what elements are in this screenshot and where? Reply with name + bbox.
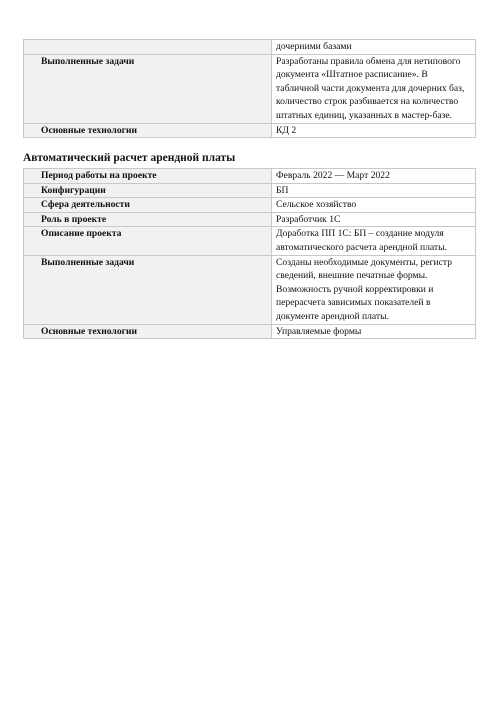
- table-row: [24, 255, 476, 324]
- table-row: [24, 324, 476, 339]
- row-value: Доработка ПП 1С: БП – создание модуля автоматического расчета арендной платы.: [272, 227, 476, 255]
- table-row: [24, 183, 476, 198]
- project-table: [23, 168, 476, 339]
- row-label: Выполненные задачи: [24, 255, 272, 324]
- row-label: Описание проекта: [24, 227, 272, 255]
- row-label: Основные технологии: [24, 123, 272, 138]
- table-row: [24, 212, 476, 227]
- row-label: [24, 40, 272, 55]
- table-row: [24, 40, 476, 55]
- row-value: дочерними базами: [272, 40, 476, 55]
- section-heading: Автоматический расчет арендной платы: [23, 152, 236, 164]
- row-value: Разработаны правила обмена для нетипового документа «Штатное расписание». В табличной части документа для дочерних баз, количество строк разбивается на количество штатных единиц, указанных в мастер-базе.: [272, 54, 476, 123]
- table-row: [24, 54, 476, 123]
- row-label: Сфера деятельности: [24, 198, 272, 213]
- row-value: КД 2: [272, 123, 476, 138]
- row-label: Основные технологии: [24, 324, 272, 339]
- row-label: Конфигурации: [24, 183, 272, 198]
- table-row: [24, 198, 476, 213]
- row-value: БП: [272, 183, 476, 198]
- row-value: Управляемые формы: [272, 324, 476, 339]
- row-value: Сельское хозяйство: [272, 198, 476, 213]
- row-value: Разработчик 1С: [272, 212, 476, 227]
- table-row: [24, 123, 476, 138]
- row-label: Выполненные задачи: [24, 54, 272, 123]
- table-row: [24, 169, 476, 184]
- table-row: [24, 227, 476, 255]
- row-label: Период работы на проекте: [24, 169, 272, 184]
- row-value: Созданы необходимые документы, регистр сведений, внешние печатные формы. Возможность ручной корректировки и перерасчета зависимых показателей в документе арендной платы.: [272, 255, 476, 324]
- row-label: Роль в проекте: [24, 212, 272, 227]
- project-table-continued: [23, 39, 476, 138]
- row-value: Февраль 2022 — Март 2022: [272, 169, 476, 184]
